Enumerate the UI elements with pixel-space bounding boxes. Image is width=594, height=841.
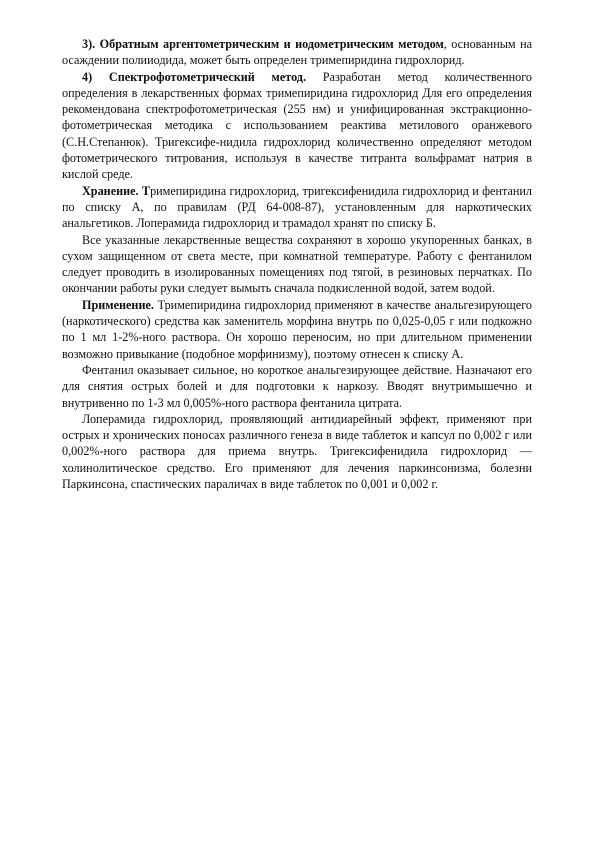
paragraph-storage-conditions (62, 232, 532, 297)
paragraph-lead: Хранение. Т (82, 183, 151, 198)
paragraph-text: Разработан метод количественного определения в лекарственных формах тримепиридина гидрохлорид Для его определения рекомендована спектрофотометрическая (255 нм) и унифицированная экстракционно-фотометрическая методика с использованием реактива метилового оранжевого (С.Н.Степанюк). Тригексифе-нидила гидрохлорид количественно определяют методом фотометрического титрования, используя в качестве титранта вольфрамат натрия в кислой среде. (62, 69, 533, 182)
paragraph-lead: Применение. (82, 297, 154, 312)
document-page (62, 36, 532, 492)
paragraph-spectrophotometric-method (62, 69, 532, 183)
paragraph-lead: 4) Спектрофотометрический метод. (82, 69, 307, 84)
paragraph-text: , основанным на осаждении полииодида, может быть определен тримепиридина гидрохлорид. (62, 37, 532, 68)
paragraph-fentanyl (62, 362, 532, 411)
paragraph-storage (62, 183, 532, 232)
paragraph-text: Лоперамида гидрохлорид, проявляющий антидиарейный эффект, применяют при острых и хронических поносах различного генеза в виде таблеток и капсул по 0,002 г или 0,002%-ного раствора для приема внутрь. Тригексифенидила гидрохлорид — холинолитическое средство. Его применяют для лечения паркинсонизма, болезни Паркинсона, спастических параличах в виде таблеток по 0,001 и 0,002 г. (62, 411, 532, 492)
paragraph-text: Фентанил оказывает сильное, но короткое анальгезирующее действие. Назначают его для снятия острых болей и для подготовки к наркозу. Вводят внутримышечно и внутривенно по 1-3 мл 0,005%-ного раствора фентанила цитрата. (62, 362, 532, 410)
paragraph-text: римепиридина гидрохлорид, тригексифенидила гидрохлорид и фентанил по списку А, по правилам (РД 64-008-87), установленным для наркотических анальгетиков. Лоперамида гидрохлорид и трамадол хранят по списку Б. (62, 183, 532, 231)
paragraph-application (62, 297, 532, 362)
paragraph-loperamide (62, 411, 532, 492)
paragraph-lead: 3). Обратным аргентометрическим и иодометрическим методом (82, 37, 444, 51)
paragraph-text: Все указанные лекарственные вещества сохраняют в хорошо укупоренных банках, в сухом защищенном от света месте, при комнатной температуре. Работу с фентанилом следует проводить в изолированных помещениях под тягой, в резиновых перчатках. По окончании работы руки следует вымыть сначала подкисленной водой, затем водой. (62, 232, 532, 296)
paragraph-text: Тримепиридина гидрохлорид применяют в качестве анальгезирующего (наркотического) средства как заменитель морфина внутрь по 0,025-0,05 г или подкожно по 1 мл 1-2%-ного раствора. Он хорошо переносим, но при длительном применении возможно привыкание (подобное морфинизму), поэтому отнесен к списку А. (62, 297, 532, 361)
paragraph-argentometric-method (62, 36, 532, 69)
